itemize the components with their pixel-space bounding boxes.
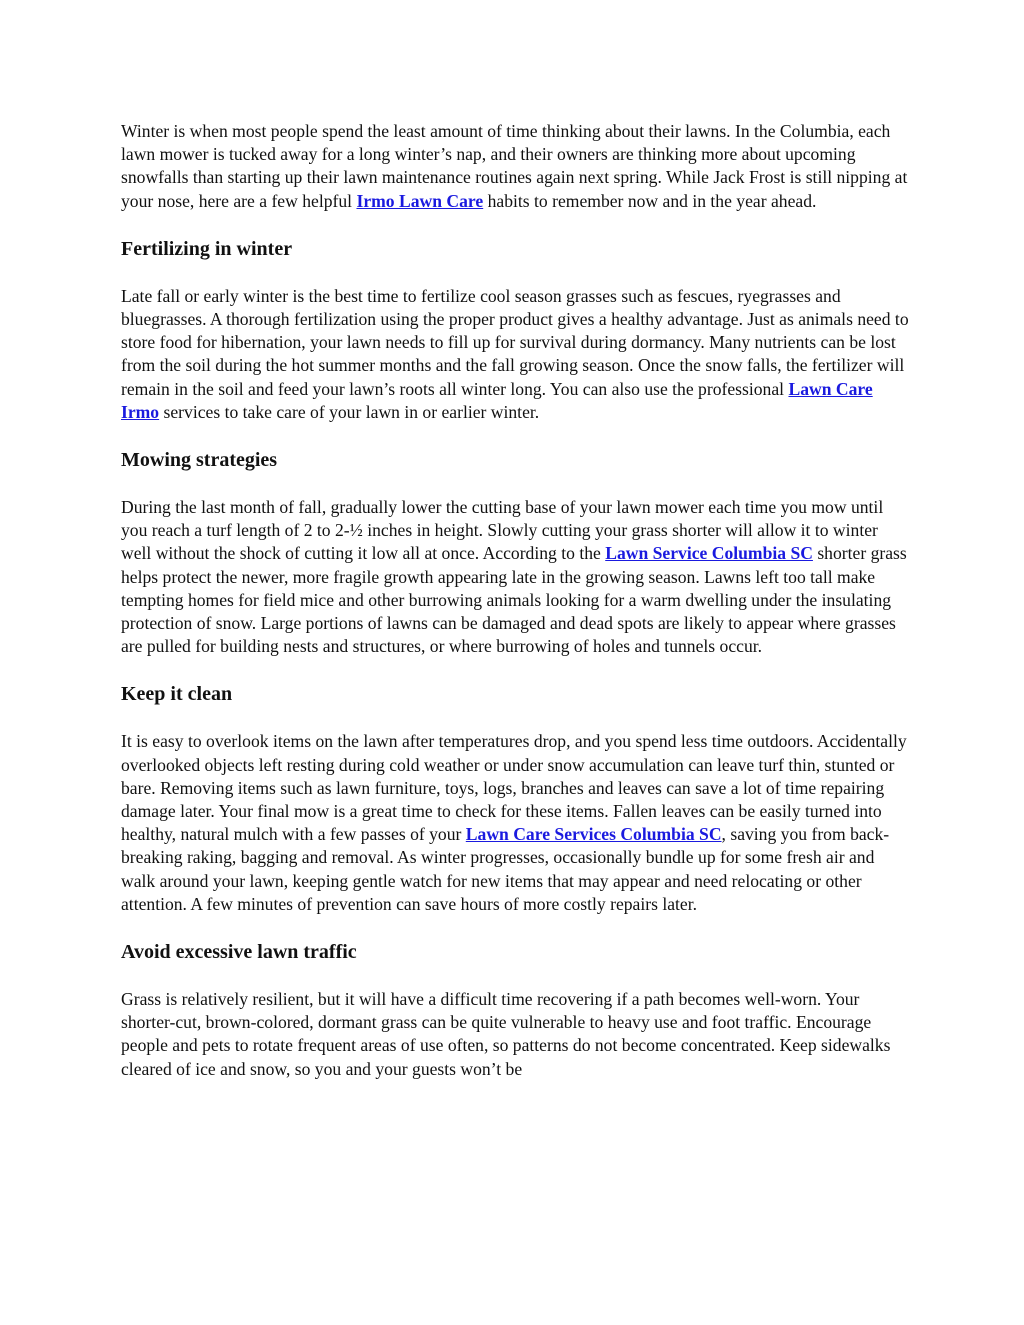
lawn-care-services-columbia-link[interactable]: Lawn Care Services Columbia SC (465, 824, 722, 845)
mowing-paragraph (121, 496, 911, 658)
intro-text-after-link: habits to remember now and in the year ahead. (483, 190, 817, 211)
keep-clean-text-before-link: It is easy to overlook items on the lawn after temperatures drop, and you spend less time outdoors. Accidentally overlooked objects left resting during cold weather or under snow accumulation can leave turf thin, stunted or bare. Removing items such as lawn furniture, toys, logs, branches and leaves can save a lot of time repairing damage later. Your final mow is a great time to check for these items. Fallen leaves can be easily turned into healthy, natural mulch with a few passes of your (121, 731, 907, 845)
keep-clean-text-after-link: , saving you from back-breaking raking, bagging and removal. As winter progresses, occasionally bundle up for some fresh air and walk around your lawn, keeping gentle watch for new items that may appear and need relocating or other attention. A few minutes of prevention can save hours of more costly repairs later. (121, 824, 890, 914)
intro-text-before-link: Winter is when most people spend the least amount of time thinking about their lawns. In the Columbia, each lawn mower is tucked away for a long winter’s nap, and their owners are thinking more about upcoming snowfalls than starting up their lawn maintenance routines again next spring. While Jack Frost is still nipping at your nose, here are a few helpful (121, 121, 908, 211)
intro-paragraph (121, 120, 911, 213)
lawn-service-columbia-link[interactable]: Lawn Service Columbia SC (605, 543, 813, 564)
mowing-text-after-link: shorter grass helps protect the newer, more fragile growth appearing late in the growing season. Lawns left too tall make tempting homes for field mice and other burrowing animals looking for a warm dwelling under the insulating protection of snow. Large portions of lawns can be damaged and dead spots are likely to appear where grasses are pulled for building nests and structures, or where burrowing of holes and tunnels occur. (121, 543, 907, 657)
fertilizing-text-before-link: Late fall or early winter is the best time to fertilize cool season grasses such as fescues, ryegrasses and bluegrasses. A thorough fertilization using the proper product gives a healthy advantage. Just as animals need to store food for hibernation, your lawn needs to fill up for survival during dormancy. Many nutrients can be lost from the soil during the hot summer months and the fall growing season. Once the snow falls, the fertilizer will remain in the soil and feed your lawn’s roots all winter long. You can also use the professional (121, 285, 909, 399)
heading-avoid-traffic: Avoid excessive lawn traffic (121, 941, 357, 964)
keep-clean-paragraph (121, 730, 911, 916)
heading-mowing: Mowing strategies (121, 449, 278, 472)
mowing-text-before-link: During the last month of fall, gradually lower the cutting base of your lawn mower each time you mow until you reach a turf length of 2 to 2-½ inches in height. Slowly cutting your grass shorter will allow it to winter well without the shock of cutting it low all at once. According to the (121, 497, 884, 564)
fertilizing-text-after-link: services to take care of your lawn in or earlier winter. (159, 401, 540, 422)
lawn-care-irmo-link[interactable]: Lawn Care Irmo (121, 378, 873, 422)
heading-keep-clean: Keep it clean (121, 683, 233, 706)
fertilizing-paragraph (121, 285, 911, 424)
irmo-lawn-care-link[interactable]: Irmo Lawn Care (356, 190, 484, 211)
document-page (121, 120, 911, 1081)
heading-fertilizing: Fertilizing in winter (121, 237, 293, 260)
avoid-traffic-paragraph: Grass is relatively resilient, but it will have a difficult time recovering if a path becomes well-worn. Your shorter-cut, brown-colored, dormant grass can be quite vulnerable to heavy use and foot traffic. Encourage people and pets to rotate frequent areas of use often, so patterns do not become concentrated. Keep sidewalks cleared of ice and snow, so you and your guests won’t be (121, 989, 891, 1079)
